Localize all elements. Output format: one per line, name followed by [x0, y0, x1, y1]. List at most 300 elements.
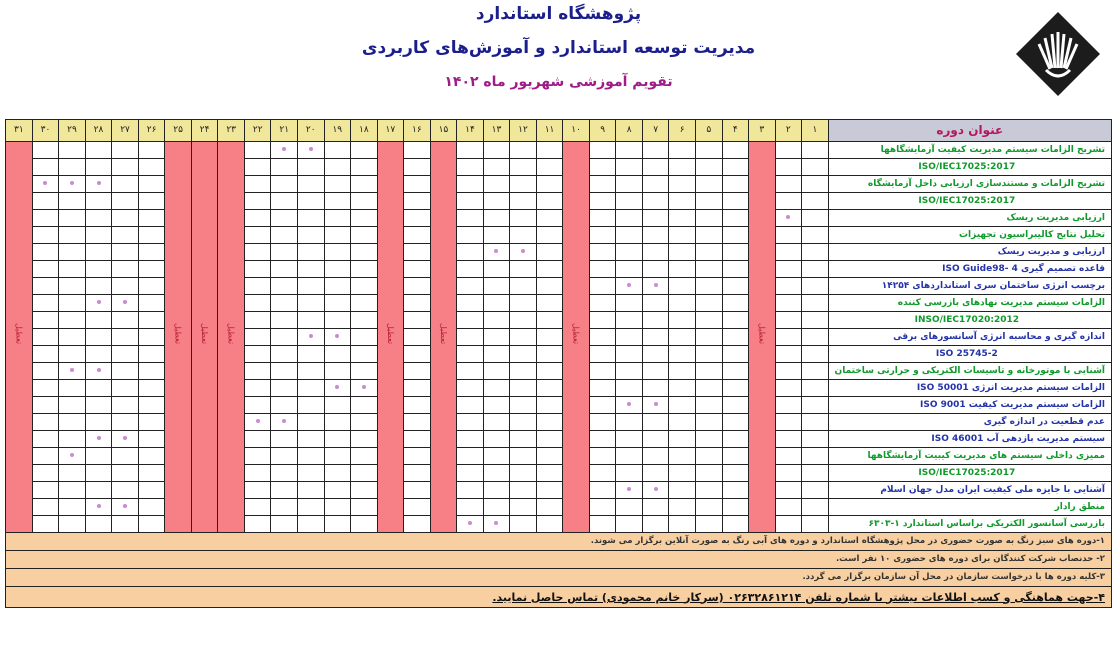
day-cell — [536, 295, 563, 312]
day-cell — [457, 210, 484, 227]
day-cell — [404, 363, 431, 380]
day-cell — [59, 363, 86, 380]
day-cell — [112, 159, 139, 176]
day-cell — [642, 516, 669, 533]
day-cell — [85, 261, 112, 278]
day-cell — [722, 244, 749, 261]
day-cell — [85, 210, 112, 227]
session-marker — [494, 249, 498, 253]
day-cell — [722, 159, 749, 176]
day-cell — [59, 244, 86, 261]
course-title: قاعده تصمیم گیری 4 -ISO Guide98 — [828, 261, 1111, 278]
day-cell — [642, 244, 669, 261]
day-cell — [589, 397, 616, 414]
day-cell — [695, 363, 722, 380]
day-cell — [536, 244, 563, 261]
day-cell — [483, 397, 510, 414]
day-cell — [324, 329, 351, 346]
session-marker — [70, 368, 74, 372]
day-header-15: ۱۵ — [430, 120, 457, 142]
day-cell — [669, 261, 696, 278]
day-cell — [722, 482, 749, 499]
day-cell — [85, 431, 112, 448]
day-cell — [324, 465, 351, 482]
day-cell — [536, 193, 563, 210]
day-cell — [404, 210, 431, 227]
day-cell — [483, 159, 510, 176]
day-cell — [802, 261, 829, 278]
day-cell — [351, 295, 378, 312]
day-cell — [271, 142, 298, 159]
day-cell — [669, 142, 696, 159]
day-cell — [244, 312, 271, 329]
day-cell — [244, 227, 271, 244]
day-cell — [324, 431, 351, 448]
day-cell — [642, 295, 669, 312]
day-cell — [775, 329, 802, 346]
day-cell — [775, 159, 802, 176]
course-title: آشنایی با موتورخانه و تاسیسات الکتریکی و حرارتی ساختمان — [828, 363, 1111, 380]
day-cell — [510, 261, 537, 278]
day-header-18: ۱۸ — [351, 120, 378, 142]
day-cell — [404, 193, 431, 210]
day-cell — [59, 465, 86, 482]
day-cell — [32, 414, 59, 431]
day-cell — [271, 261, 298, 278]
day-header-26: ۲۶ — [138, 120, 165, 142]
holiday-label: تعطیل — [200, 323, 210, 345]
day-cell — [510, 431, 537, 448]
day-cell — [244, 363, 271, 380]
day-cell — [616, 261, 643, 278]
day-cell — [802, 465, 829, 482]
day-cell — [642, 261, 669, 278]
session-marker — [70, 181, 74, 185]
day-cell — [589, 193, 616, 210]
day-cell — [59, 329, 86, 346]
day-cell — [589, 159, 616, 176]
course-title: اندازه گیری و محاسبه انرژی آسانسورهای برقی — [828, 329, 1111, 346]
day-header-21: ۲۱ — [271, 120, 298, 142]
day-cell — [298, 227, 325, 244]
day-cell — [669, 193, 696, 210]
day-cell — [775, 193, 802, 210]
day-cell — [85, 482, 112, 499]
day-cell — [298, 295, 325, 312]
day-cell — [483, 193, 510, 210]
day-cell — [404, 448, 431, 465]
day-cell — [669, 346, 696, 363]
day-cell — [298, 346, 325, 363]
day-cell — [59, 397, 86, 414]
day-cell — [112, 193, 139, 210]
day-cell — [510, 176, 537, 193]
day-cell — [85, 465, 112, 482]
day-cell — [616, 295, 643, 312]
day-cell — [244, 499, 271, 516]
session-marker — [123, 300, 127, 304]
day-cell — [271, 448, 298, 465]
day-cell — [244, 278, 271, 295]
day-cell — [112, 329, 139, 346]
day-cell — [112, 278, 139, 295]
day-cell — [59, 448, 86, 465]
day-cell — [457, 261, 484, 278]
day-cell — [775, 499, 802, 516]
course-title: تحلیل نتایج کالیبراسیون تجهیزات — [828, 227, 1111, 244]
day-cell — [32, 380, 59, 397]
day-cell — [616, 329, 643, 346]
day-cell — [59, 516, 86, 533]
session-marker — [70, 453, 74, 457]
day-cell — [722, 261, 749, 278]
day-cell — [59, 210, 86, 227]
day-cell — [669, 312, 696, 329]
day-cell — [669, 397, 696, 414]
course-title: الزامات سیستم مدیریت نهادهای بازرسی کننده — [828, 295, 1111, 312]
day-cell — [457, 329, 484, 346]
day-cell — [669, 499, 696, 516]
day-cell — [722, 210, 749, 227]
day-cell — [59, 176, 86, 193]
day-cell — [59, 312, 86, 329]
note-text: ۱-دوره های سبز رنگ به صورت حضوری در محل پژوهشگاه استاندارد و دوره های آبی رنگ به صورت آنلاین برگزار می شوند. — [6, 533, 1112, 551]
day-cell — [138, 295, 165, 312]
day-cell — [510, 397, 537, 414]
day-cell — [32, 210, 59, 227]
session-marker — [654, 487, 658, 491]
session-marker — [494, 521, 498, 525]
day-header-10: ۱۰ — [563, 120, 590, 142]
day-cell — [244, 244, 271, 261]
day-cell — [536, 380, 563, 397]
note-row — [6, 533, 1112, 551]
holiday-label: تعطیل — [173, 323, 183, 345]
session-marker — [256, 419, 260, 423]
day-cell — [669, 278, 696, 295]
day-cell — [404, 227, 431, 244]
day-cell — [536, 499, 563, 516]
day-cell — [85, 193, 112, 210]
day-header-13: ۱۳ — [483, 120, 510, 142]
day-cell — [483, 295, 510, 312]
day-cell — [324, 397, 351, 414]
day-cell — [298, 312, 325, 329]
day-cell — [802, 159, 829, 176]
day-cell — [324, 176, 351, 193]
day-header-30: ۳۰ — [32, 120, 59, 142]
holiday-label: تعطیل — [757, 323, 767, 345]
day-cell — [483, 380, 510, 397]
day-cell — [324, 346, 351, 363]
day-cell — [775, 516, 802, 533]
day-cell — [112, 261, 139, 278]
day-cell — [85, 176, 112, 193]
day-cell — [59, 414, 86, 431]
day-cell — [536, 261, 563, 278]
day-cell — [642, 414, 669, 431]
day-cell — [483, 499, 510, 516]
day-cell — [802, 499, 829, 516]
course-title: الزامات سیستم مدیریت کیفیت ISO 9001 — [828, 397, 1111, 414]
day-cell — [669, 295, 696, 312]
holiday-label: تعطیل — [226, 323, 236, 345]
day-cell — [483, 227, 510, 244]
day-cell — [351, 329, 378, 346]
day-cell — [589, 261, 616, 278]
day-cell — [85, 380, 112, 397]
day-cell — [32, 312, 59, 329]
day-cell — [244, 448, 271, 465]
day-cell — [695, 176, 722, 193]
day-cell — [775, 346, 802, 363]
day-cell — [642, 159, 669, 176]
session-marker — [282, 419, 286, 423]
course-standard-code: INSO/IEC17020:2012 — [828, 312, 1111, 329]
day-cell — [775, 380, 802, 397]
day-cell — [298, 278, 325, 295]
day-cell — [351, 397, 378, 414]
day-cell — [138, 329, 165, 346]
course-title: منطق رادار — [828, 499, 1111, 516]
note-row — [6, 569, 1112, 587]
note-text: ۲- حدنصاب شرکت کنندگان برای دوره های حضوری ۱۰ نفر است. — [6, 551, 1112, 569]
day-cell — [775, 244, 802, 261]
note-text: ۴-جهت هماهنگی و کسب اطلاعات بیشتر با شماره تلفن ۰۲۶۳۲۸۶۱۲۱۴ (سرکار خانم محمودی) تماس حاصل نمایید. — [6, 587, 1112, 608]
day-cell — [536, 397, 563, 414]
day-cell — [404, 295, 431, 312]
day-cell — [457, 397, 484, 414]
day-cell — [59, 482, 86, 499]
note-row — [6, 587, 1112, 608]
day-cell — [510, 329, 537, 346]
day-cell — [589, 465, 616, 482]
day-cell — [298, 329, 325, 346]
day-cell — [404, 465, 431, 482]
day-cell — [722, 414, 749, 431]
day-cell — [112, 499, 139, 516]
day-cell — [802, 312, 829, 329]
day-cell — [59, 295, 86, 312]
day-cell — [324, 312, 351, 329]
session-marker — [309, 147, 313, 151]
day-cell — [775, 312, 802, 329]
day-cell — [457, 448, 484, 465]
day-cell — [483, 312, 510, 329]
day-cell — [669, 431, 696, 448]
day-cell — [351, 431, 378, 448]
day-cell — [138, 465, 165, 482]
course-title: الزامات سیستم مدیریت انرژی ISO 50001 — [828, 380, 1111, 397]
day-cell — [32, 295, 59, 312]
day-cell — [59, 346, 86, 363]
day-cell — [32, 193, 59, 210]
day-cell — [669, 227, 696, 244]
day-cell — [642, 482, 669, 499]
day-cell — [138, 159, 165, 176]
day-cell — [324, 261, 351, 278]
org-title: پژوهشگاه استاندارد — [475, 4, 642, 24]
day-cell — [457, 193, 484, 210]
day-header-8: ۸ — [616, 120, 643, 142]
day-cell — [775, 261, 802, 278]
day-cell — [536, 329, 563, 346]
day-cell — [32, 516, 59, 533]
day-cell — [271, 329, 298, 346]
calendar-title: تقویم آموزشی شهریور ماه ۱۴۰۲ — [444, 74, 673, 90]
day-cell — [324, 227, 351, 244]
day-cell — [138, 431, 165, 448]
day-cell — [324, 448, 351, 465]
day-cell — [271, 176, 298, 193]
day-cell — [112, 380, 139, 397]
page-header — [0, 0, 1117, 118]
day-cell — [722, 363, 749, 380]
day-cell — [271, 227, 298, 244]
day-cell — [457, 295, 484, 312]
session-marker — [468, 521, 472, 525]
holiday-label: تعطیل — [14, 323, 24, 345]
day-cell — [404, 312, 431, 329]
day-cell — [32, 159, 59, 176]
day-cell — [589, 210, 616, 227]
day-cell — [404, 414, 431, 431]
day-cell — [112, 295, 139, 312]
day-cell — [695, 448, 722, 465]
session-marker — [786, 215, 790, 219]
day-cell — [298, 380, 325, 397]
day-cell — [457, 499, 484, 516]
day-cell — [457, 278, 484, 295]
day-cell — [324, 482, 351, 499]
day-cell — [271, 380, 298, 397]
day-cell — [722, 193, 749, 210]
day-cell — [616, 176, 643, 193]
holiday-cell-23 — [218, 142, 245, 533]
day-cell — [722, 499, 749, 516]
day-cell — [138, 278, 165, 295]
day-cell — [669, 465, 696, 482]
session-marker — [97, 300, 101, 304]
day-cell — [59, 227, 86, 244]
day-cell — [642, 448, 669, 465]
day-cell — [138, 312, 165, 329]
day-cell — [351, 210, 378, 227]
day-header-1: ۱ — [802, 120, 829, 142]
day-cell — [351, 159, 378, 176]
day-cell — [351, 380, 378, 397]
session-marker — [335, 334, 339, 338]
day-cell — [483, 363, 510, 380]
day-cell — [138, 142, 165, 159]
day-cell — [510, 380, 537, 397]
day-header-25: ۲۵ — [165, 120, 192, 142]
day-cell — [32, 431, 59, 448]
day-cell — [695, 159, 722, 176]
day-cell — [695, 329, 722, 346]
day-cell — [616, 516, 643, 533]
day-cell — [112, 431, 139, 448]
day-cell — [483, 431, 510, 448]
course-title: تشریح الزامات و مستندسازی ارزیابی داخل آزمایشگاه — [828, 176, 1111, 193]
day-cell — [510, 414, 537, 431]
day-cell — [271, 499, 298, 516]
day-cell — [802, 380, 829, 397]
day-cell — [351, 448, 378, 465]
course-title: برچسب انرژی ساختمان سری استانداردهای ۱۴۲۵۴ — [828, 278, 1111, 295]
day-cell — [802, 346, 829, 363]
day-cell — [695, 210, 722, 227]
day-cell — [457, 414, 484, 431]
day-cell — [404, 380, 431, 397]
note-text: ۳-کلیه دوره ها با درخواست سازمان در محل آن سازمان برگزار می گردد. — [6, 569, 1112, 587]
day-cell — [483, 244, 510, 261]
day-cell — [616, 465, 643, 482]
day-cell — [775, 431, 802, 448]
day-cell — [616, 448, 643, 465]
day-cell — [589, 448, 616, 465]
note-row — [6, 551, 1112, 569]
day-cell — [271, 193, 298, 210]
day-header-24: ۲۴ — [191, 120, 218, 142]
day-cell — [324, 244, 351, 261]
day-cell — [351, 414, 378, 431]
day-cell — [642, 329, 669, 346]
day-cell — [271, 312, 298, 329]
day-cell — [404, 516, 431, 533]
day-cell — [351, 499, 378, 516]
day-cell — [483, 346, 510, 363]
day-cell — [642, 397, 669, 414]
day-cell — [32, 142, 59, 159]
day-cell — [404, 499, 431, 516]
day-cell — [722, 329, 749, 346]
day-cell — [404, 278, 431, 295]
day-cell — [244, 176, 271, 193]
day-cell — [802, 142, 829, 159]
day-cell — [536, 142, 563, 159]
day-cell — [324, 278, 351, 295]
day-cell — [32, 329, 59, 346]
day-cell — [271, 295, 298, 312]
day-cell — [298, 363, 325, 380]
day-cell — [722, 448, 749, 465]
day-cell — [589, 278, 616, 295]
day-header-7: ۷ — [642, 120, 669, 142]
day-cell — [324, 142, 351, 159]
day-cell — [271, 346, 298, 363]
day-cell — [112, 482, 139, 499]
day-cell — [669, 363, 696, 380]
day-cell — [404, 482, 431, 499]
day-cell — [669, 380, 696, 397]
holiday-cell-31 — [6, 142, 33, 533]
day-cell — [404, 261, 431, 278]
day-cell — [722, 397, 749, 414]
day-cell — [298, 142, 325, 159]
day-cell — [722, 176, 749, 193]
day-cell — [85, 295, 112, 312]
day-cell — [642, 431, 669, 448]
day-cell — [298, 159, 325, 176]
day-cell — [695, 397, 722, 414]
day-cell — [351, 193, 378, 210]
day-cell — [112, 244, 139, 261]
day-cell — [271, 278, 298, 295]
day-cell — [695, 227, 722, 244]
day-cell — [138, 346, 165, 363]
day-cell — [802, 193, 829, 210]
